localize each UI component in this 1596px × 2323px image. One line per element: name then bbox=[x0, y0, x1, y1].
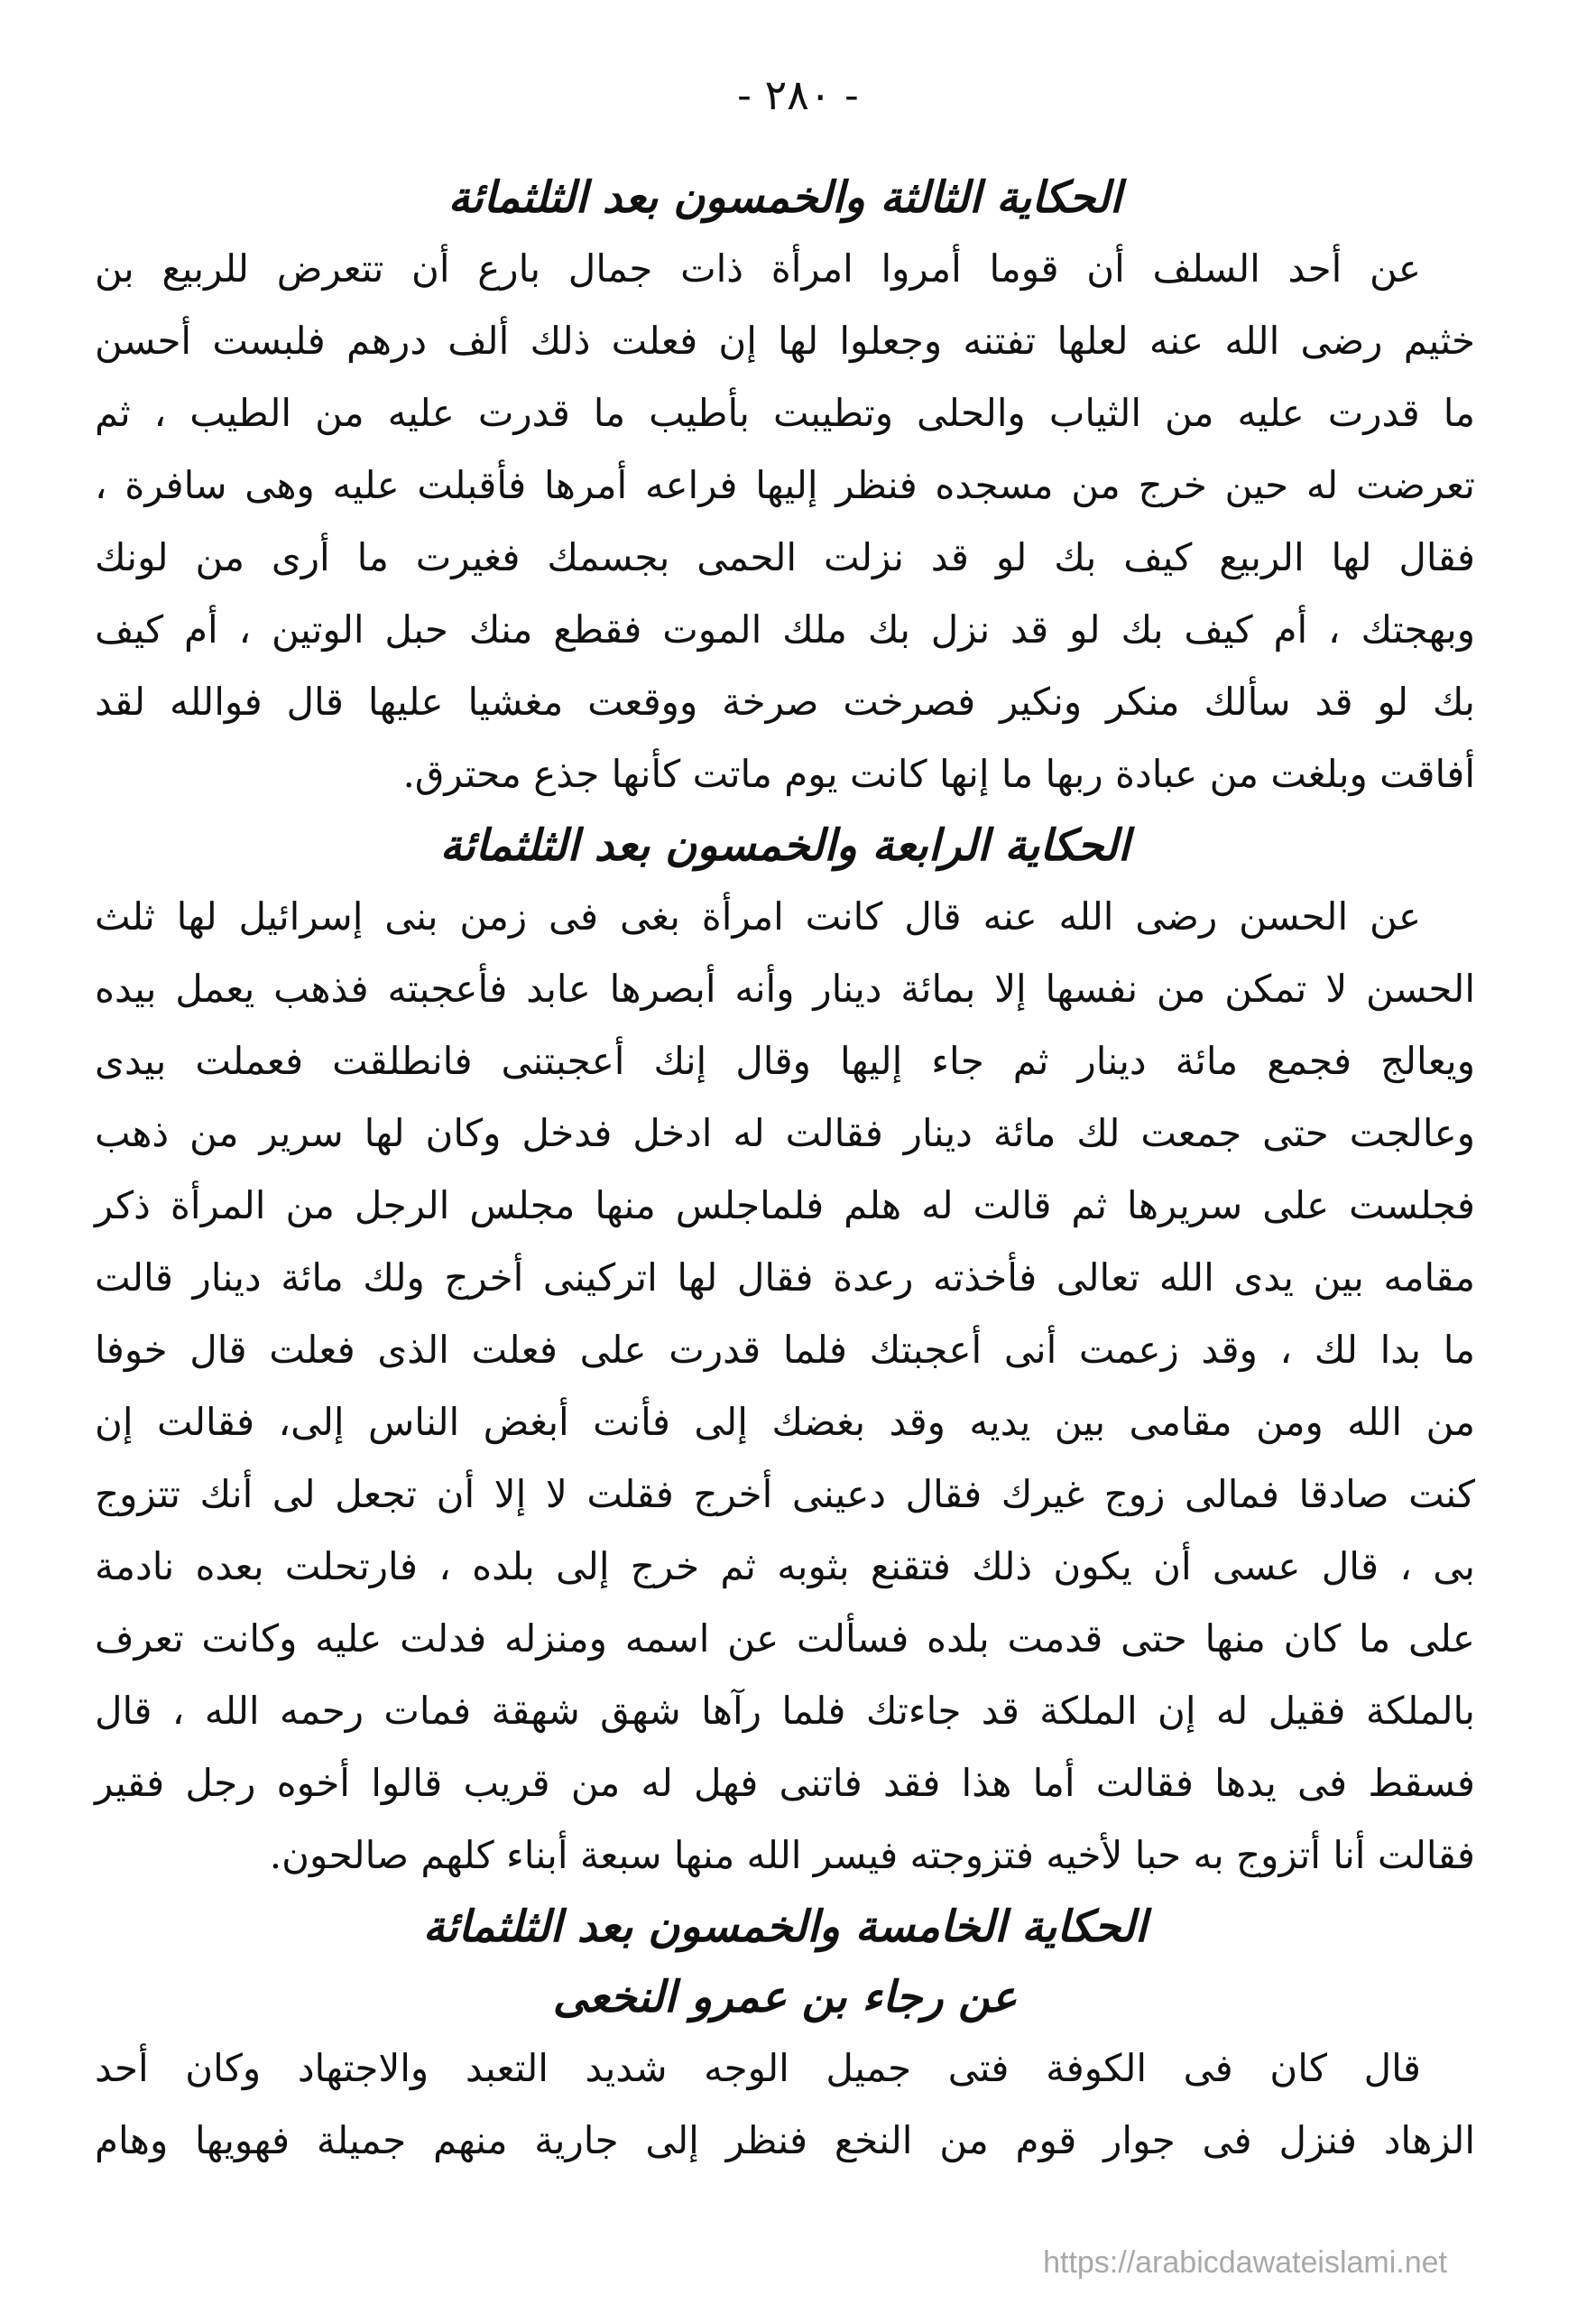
story-subheading: عن رجاء بن عمرو النخعى bbox=[552, 1972, 1018, 2022]
text-line: تعرضت له حين خرج من مسجده فنظر إليها فراعه أمرها فأقبلت عليه وهى سافرة ، bbox=[95, 463, 1475, 507]
text-line: على ما كان منها حتى قدمت بلده فسألت عن اسمه ومنزله فدلت عليه وكانت تعرف bbox=[95, 1616, 1475, 1661]
watermark-url: https://arabicdawateislami.net bbox=[1043, 2245, 1447, 2280]
text-line: كنت صادقا فمالى زوج غيرك فقال دعينى أخرج فقلت لا إلا أن تجعل لى أنك تتزوج bbox=[95, 1472, 1475, 1516]
text-line: الحسن لا تمكن من نفسها إلا بمائة دينار وأنه أبصرها عابد فأعجبته فذهب يعمل بيده bbox=[95, 967, 1475, 1011]
story-section bbox=[95, 1892, 1475, 2177]
text-line: فسقط فى يدها فقالت أما هذا فقد فاتنى فهل له من قريب قالوا أخوه رجل فقير bbox=[95, 1761, 1475, 1805]
text-line: بالملكة فقيل له إن الملكة قد جاءتك فلما رآها شهق شهقة فمات رحمه الله ، قال bbox=[95, 1689, 1475, 1733]
text-line: فجلست على سريرها ثم قالت له هلم فلماجلس منها مجلس الرجل من المرأة ذكر bbox=[95, 1183, 1475, 1227]
story-section bbox=[95, 810, 1475, 1892]
text-line: الزهاد فنزل فى جوار قوم من النخع فنظر إلى جارية منهم جميلة فهويها وهام bbox=[95, 2118, 1475, 2162]
text-line: مقامه بين يدى الله تعالى فأخذته رعدة فقال لها اتركينى أخرج ولك مائة دينار قالت bbox=[95, 1255, 1475, 1300]
page-number: - ٢٨٠ - bbox=[737, 70, 859, 119]
text-line: قال كان فى الكوفة فتى جميل الوجه شديد التعبد والاجتهاد وكان أحد bbox=[95, 2046, 1421, 2090]
text-line: وبهجتك ، أم كيف بك لو قد نزل بك ملك الموت فقطع منك حبل الوتين ، أم كيف bbox=[95, 607, 1475, 652]
text-line: خثيم رضى الله عنه لعلها تفتنه وجعلوا لها إن فعلت ذلك ألف درهم فلبست أحسن bbox=[95, 319, 1475, 363]
text-line: ما بدا لك ، وقد زعمت أنى أعجبتك فلما قدرت على فعلت الذى فعلت قال خوفا bbox=[95, 1328, 1475, 1372]
text-line: ما قدرت عليه من الثياب والحلى وتطيبت بأطيب ما قدرت عليه من الطيب ، ثم bbox=[95, 391, 1475, 435]
text-line: عن أحد السلف أن قوما أمروا امرأة ذات جمال بارع أن تتعرض للربيع بن bbox=[95, 246, 1421, 291]
text-line: بى ، قال عسى أن يكون ذلك فتقنع بثوبه ثم خرج إلى بلده ، فارتحلت بعده نادمة bbox=[95, 1544, 1475, 1588]
text-line: فقالت أنا أتزوج به حبا لأخيه فتزوجته فيسر الله منها سبعة أبناء كلهم صالحون. bbox=[269, 1833, 1475, 1877]
text-line: عن الحسن رضى الله عنه قال كانت امرأة بغى فى زمن بنى إسرائيل لها ثلث bbox=[95, 894, 1421, 939]
text-line: ويعالج فجمع مائة دينار ثم جاء إليها وقال إنك أعجبتنى فانطلقت فعملت بيدى bbox=[95, 1039, 1475, 1083]
text-line: فقال لها الربيع كيف بك لو قد نزلت الحمى بجسمك فغيرت ما أرى من لونك bbox=[95, 535, 1475, 579]
text-line: بك لو قد سألك منكر ونكير فصرخت صرخة ووقعت مغشيا عليها قال فوالله لقد bbox=[95, 680, 1475, 724]
text-line: أفاقت وبلغت من عبادة ربها ما إنها كانت يوم ماتت كأنها جذع محترق. bbox=[402, 752, 1475, 796]
story-heading: الحكاية الخامسة والخمسون بعد الثلثمائة bbox=[422, 1902, 1148, 1952]
story-heading: الحكاية الثالثة والخمسون بعد الثلثمائة bbox=[447, 172, 1122, 223]
story-heading: الحكاية الرابعة والخمسون بعد الثلثمائة bbox=[439, 820, 1130, 871]
story-section bbox=[95, 162, 1475, 810]
text-line: وعالجت حتى جمعت لك مائة دينار فقالت له ادخل فدخل وكان لها سرير من ذهب bbox=[95, 1111, 1475, 1155]
text-line: من الله ومن مقامى بين يديه وقد بغضك إلى فأنت أبغض الناس إلى، فقالت إن bbox=[95, 1400, 1475, 1444]
page-content bbox=[95, 162, 1475, 2177]
